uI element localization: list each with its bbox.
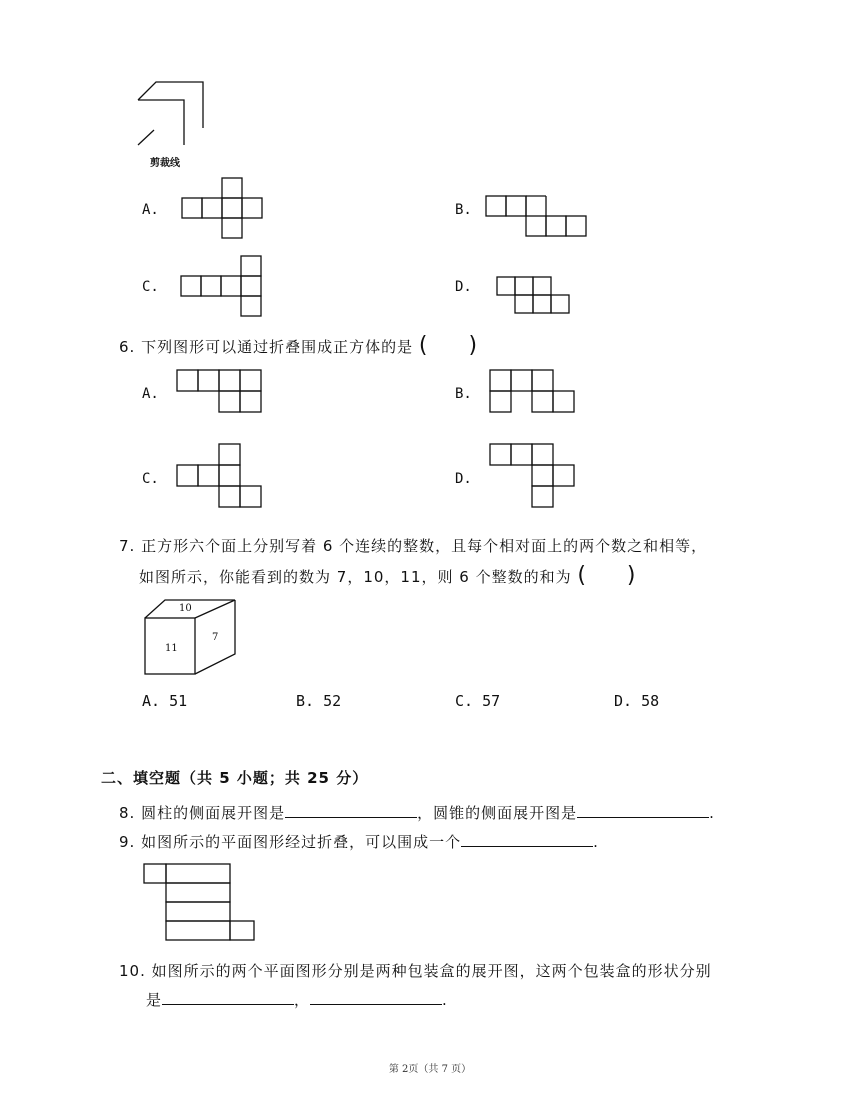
q10-stem-line1 — [119, 960, 712, 981]
q9-blank[interactable] — [461, 832, 593, 847]
q7-text-line1: 正方形六个面上分别写着 6 个连续的整数，且每个相对面上的两个数之和相等， — [141, 537, 708, 555]
q7-cube-front-label: 11 — [165, 643, 178, 654]
q5-option-b-net — [486, 196, 588, 240]
q10-sep: ， — [294, 991, 311, 1009]
q10-prefix: 是 — [146, 991, 163, 1009]
q7-answer-paren[interactable]: ( ) — [577, 563, 637, 588]
q6-option-a-label: A. — [142, 386, 159, 402]
q9-text: 如图所示的平面图形经过折叠，可以围成一个 — [141, 833, 462, 851]
q6-option-c-label: C. — [142, 471, 159, 487]
q7-option-b-value: 52 — [323, 692, 342, 710]
q6-option-d-net — [490, 444, 580, 512]
q7-option-b[interactable] — [296, 692, 341, 710]
q9-number: 9. — [119, 833, 136, 851]
q7-option-c[interactable] — [455, 692, 500, 710]
q8-number: 8. — [119, 804, 136, 822]
q7-option-c-letter: C. — [455, 692, 474, 710]
q7-option-b-letter: B. — [296, 692, 315, 710]
q5-option-c-net — [181, 256, 263, 318]
cut-line-figure — [136, 80, 216, 150]
q7-option-a[interactable] — [142, 692, 187, 710]
q10-blank-2[interactable] — [310, 990, 442, 1005]
q7-number: 7. — [119, 537, 136, 555]
q7-option-d-letter: D. — [614, 692, 633, 710]
q6-text: 下列图形可以通过折叠围成正方体的是 — [141, 338, 414, 356]
q6-answer-paren[interactable]: ( ) — [418, 333, 479, 358]
q9-net-figure — [144, 864, 258, 944]
q8-end: . — [709, 804, 715, 822]
q7-option-d[interactable] — [614, 692, 659, 710]
q6-option-c-net — [177, 444, 267, 512]
q9-end: . — [593, 833, 599, 851]
q6-stem — [119, 333, 478, 358]
q7-option-a-value: 51 — [169, 692, 188, 710]
q8-part2: ，圆锥的侧面展开图是 — [417, 804, 578, 822]
q9-stem — [119, 831, 599, 852]
q6-option-b-net — [490, 370, 580, 416]
page-footer: 第 2页（共 7 页） — [388, 1064, 472, 1075]
q7-option-c-value: 57 — [482, 692, 501, 710]
q10-stem-line2 — [146, 989, 448, 1010]
q8-blank-2[interactable] — [577, 803, 709, 818]
q7-cube-top-label: 10 — [179, 603, 192, 614]
q7-cube-right-label: 7 — [212, 632, 219, 643]
q7-option-a-letter: A. — [142, 692, 161, 710]
q10-blank-1[interactable] — [162, 990, 294, 1005]
q8-stem — [119, 802, 715, 823]
q6-option-b-label: B. — [455, 386, 472, 402]
q6-option-a-net — [177, 370, 265, 416]
section2-title: 二、填空题（共 5 小题；共 25 分） — [101, 769, 369, 787]
q5-option-d-net — [497, 277, 571, 319]
q7-option-d-value: 58 — [641, 692, 660, 710]
q7-stem-line1 — [119, 535, 707, 556]
q6-number: 6. — [119, 338, 136, 356]
cut-line-caption: 剪裁线 — [150, 158, 180, 169]
q5-option-a-label: A. — [142, 202, 159, 218]
q10-text-line1: 如图所示的两个平面图形分别是两种包装盒的展开图，这两个包装盒的形状分别 — [151, 962, 712, 980]
q5-option-d-label: D. — [455, 279, 472, 295]
q5-option-c-label: C. — [142, 279, 159, 295]
q5-option-a-net — [182, 178, 264, 240]
q6-option-d-label: D. — [455, 471, 472, 487]
q8-blank-1[interactable] — [285, 803, 417, 818]
q10-number: 10. — [119, 962, 146, 980]
q5-option-b-label: B. — [455, 202, 472, 218]
q8-part1: 圆柱的侧面展开图是 — [141, 804, 286, 822]
q7-stem-line2 — [139, 563, 637, 588]
q10-end: . — [442, 991, 448, 1009]
q7-text-line2: 如图所示，你能看到的数为 7，10，11，则 6 个整数的和为 — [139, 568, 572, 586]
